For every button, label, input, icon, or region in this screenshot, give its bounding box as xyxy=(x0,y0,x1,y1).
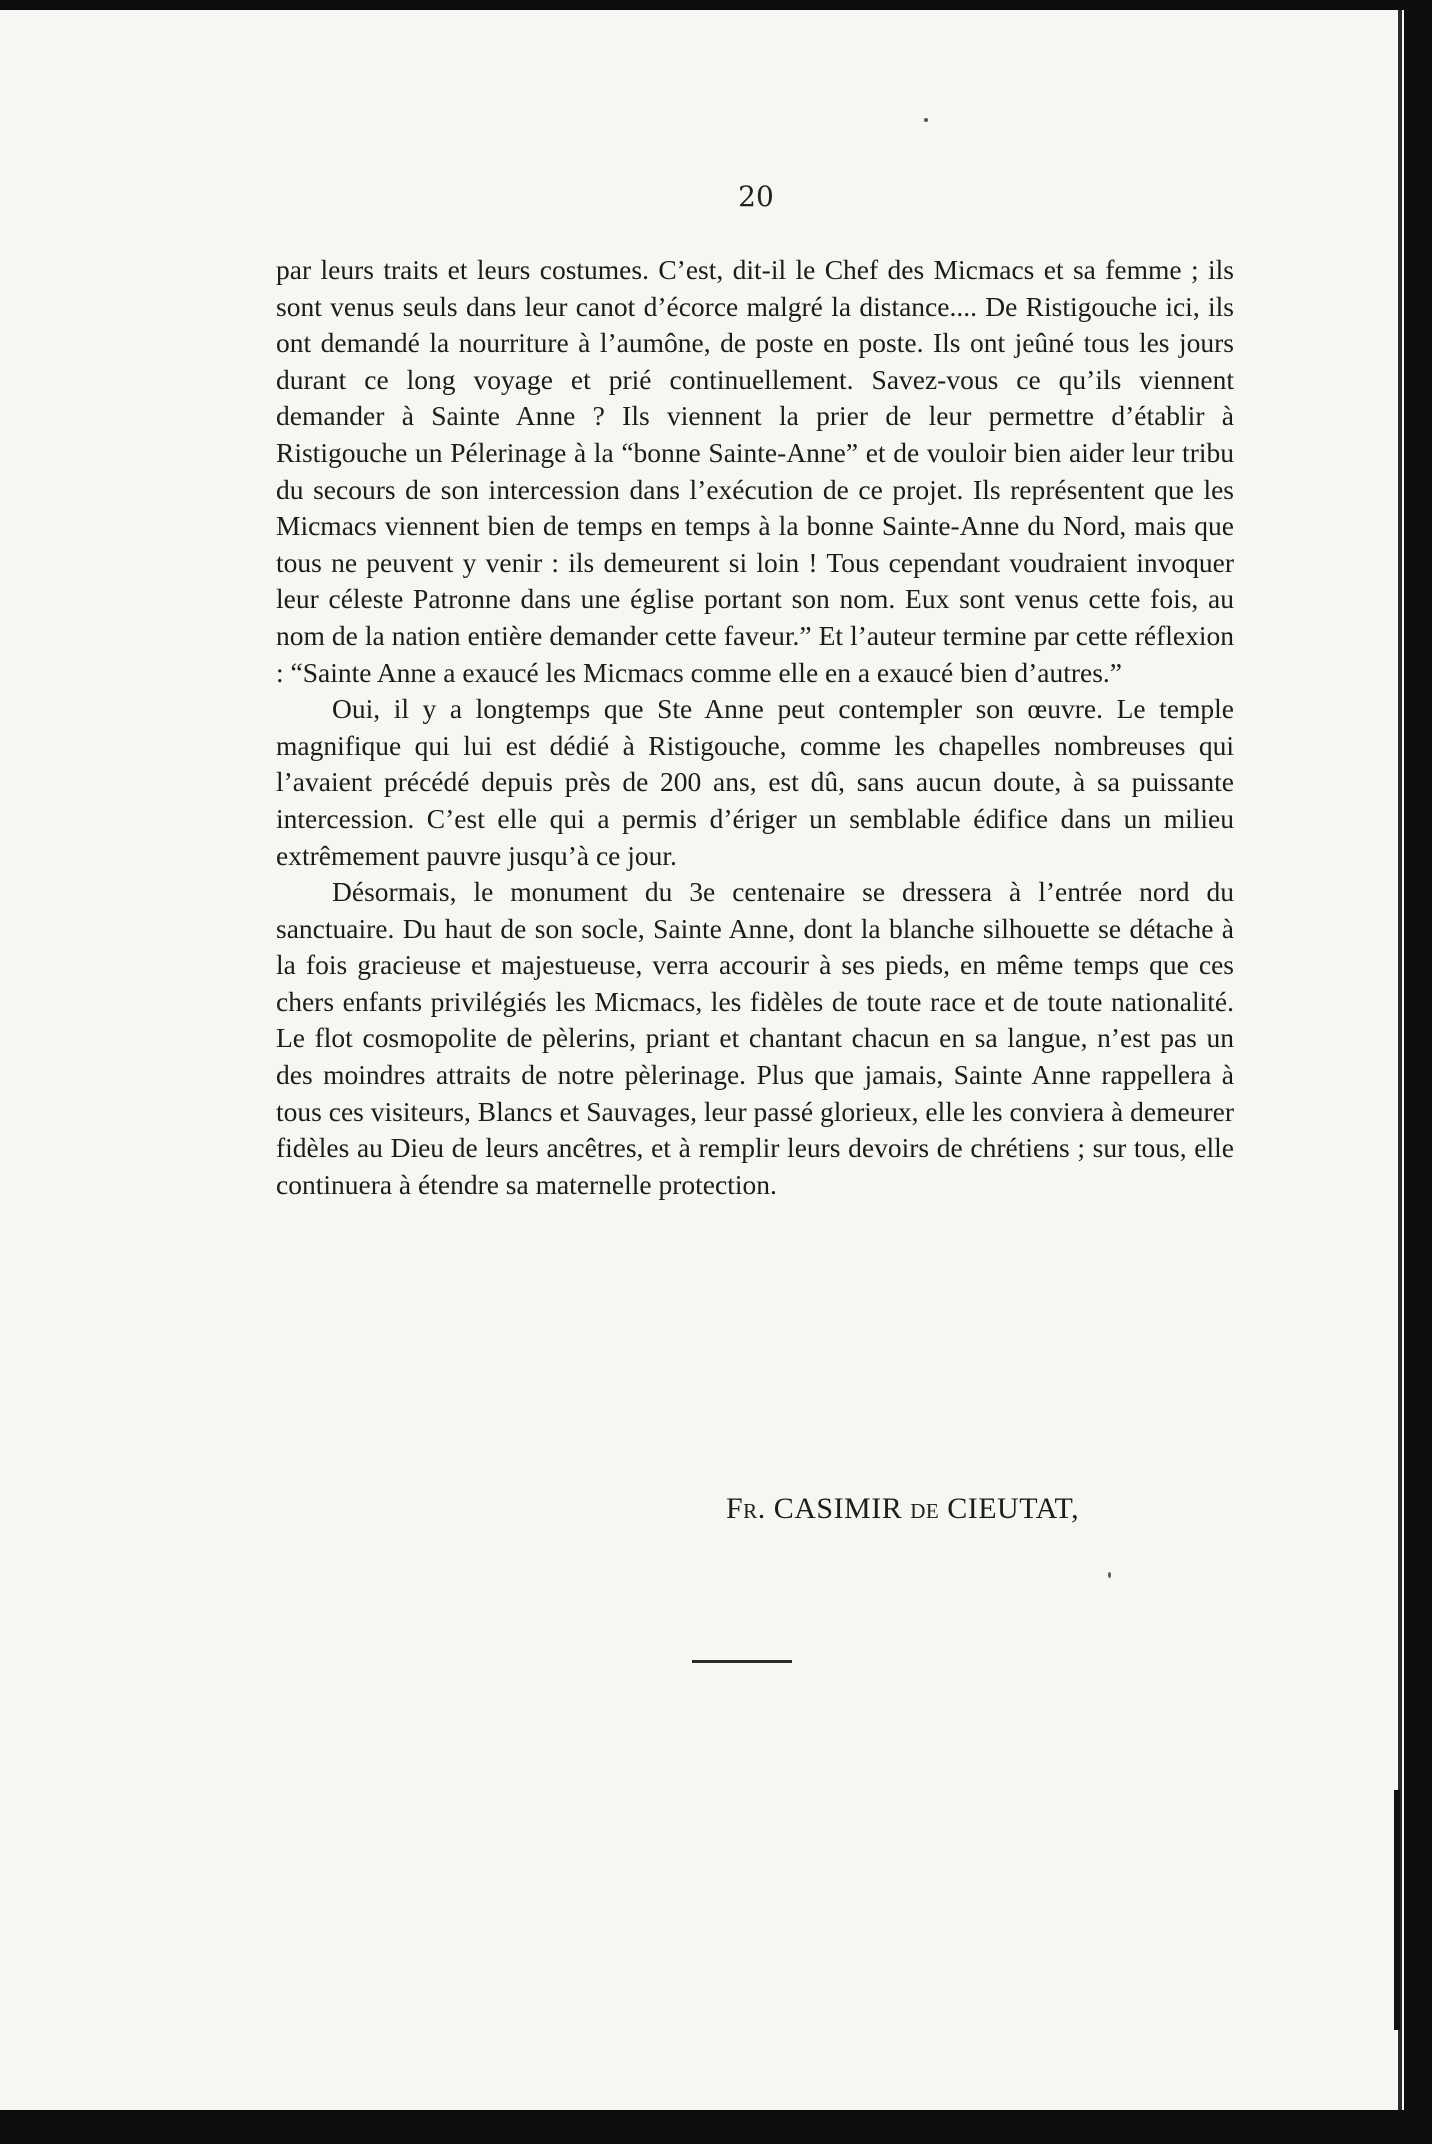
signature-particle: de xyxy=(910,1492,940,1525)
signature-prefix: Fr. xyxy=(726,1492,766,1525)
signature-surname: CIEUTAT, xyxy=(947,1492,1080,1525)
body-text xyxy=(276,252,1234,1203)
paragraph-desormais: Désormais, le monument du 3e centenaire se dressera à l’entrée nord du sanctuaire. Du haut de son socle, Sainte Anne, dont la blanche silhouette se détache à la fois gracieuse et majestueuse, verra accourir à ses pieds, en même temps que ces chers enfants privilégiés les Micmacs, les fidèles de toute race et de toute nationalité. Le flot cosmopolite de pèlerins, priant et chantant chacun en sa langue, n’est pas un des moindres attraits de notre pèlerinage. Plus que jamais, Sainte Anne rappellera à tous ces visiteurs, Blancs et Sauvages, leur passé glorieux, elle les conviera à demeurer fidèles au Dieu de leurs ancêtres, et à remplir leurs devoirs de chrétiens ; sur tous, elle continuera à étendre sa maternelle protection. xyxy=(276,876,1234,1200)
scan-speck xyxy=(1108,1572,1111,1578)
author-signature xyxy=(726,1492,1079,1526)
paragraph-continuation: par leurs traits et leurs costumes. C’est, dit-il le Chef des Micmacs et sa femme ; ils sont venus seuls dans leur canot d’écorce malgré la distance.... De Ristigouche ici, ils ont demandé la nourriture à l’aumône, de poste en poste. Ils ont jeûné tous les jours durant ce long voyage et prié continuellement. Savez-vous ce qu’ils viennent demander à Sainte Anne ? Ils viennent la prier de leur permettre d’établir à Ristigouche un Pélerinage à la “bonne Sainte-Anne” et de vouloir bien aider leur tribu du secours de son intercession dans l’exécution de ce projet. Ils représentent que les Micmacs viennent bien de temps en temps à la bonne Sainte-Anne du Nord, mais que tous ne peuvent y venir : ils demeurent si loin ! Tous cependant voudraient invoquer leur céleste Patronne dans une église portant son nom. Eux sont venus cette fois, au nom de la nation entière demander cette faveur.” Et l’auteur termine par cette réflexion : “Sainte Anne a exaucé les Micmacs comme elle en a exaucé bien d’autres.” xyxy=(276,254,1234,688)
page-number: 20 xyxy=(738,180,774,213)
binding-mark xyxy=(1394,1790,1400,2030)
signature-name: CASIMIR xyxy=(773,1492,903,1525)
paragraph-oui: Oui, il y a longtemps que Ste Anne peut contempler son œuvre. Le temple magnifique qui lui est dédié à Ristigouche, comme les chapelles nombreuses qui l’avaient précédé depuis près de 200 ans, est dû, sans aucun doute, à sa puissante intercession. C’est elle qui a permis d’ériger un semblable édifice dans un milieu extrêmement pauvre jusqu’à ce jour. xyxy=(276,693,1234,871)
section-end-rule xyxy=(692,1660,792,1663)
scan-speck xyxy=(924,118,928,122)
